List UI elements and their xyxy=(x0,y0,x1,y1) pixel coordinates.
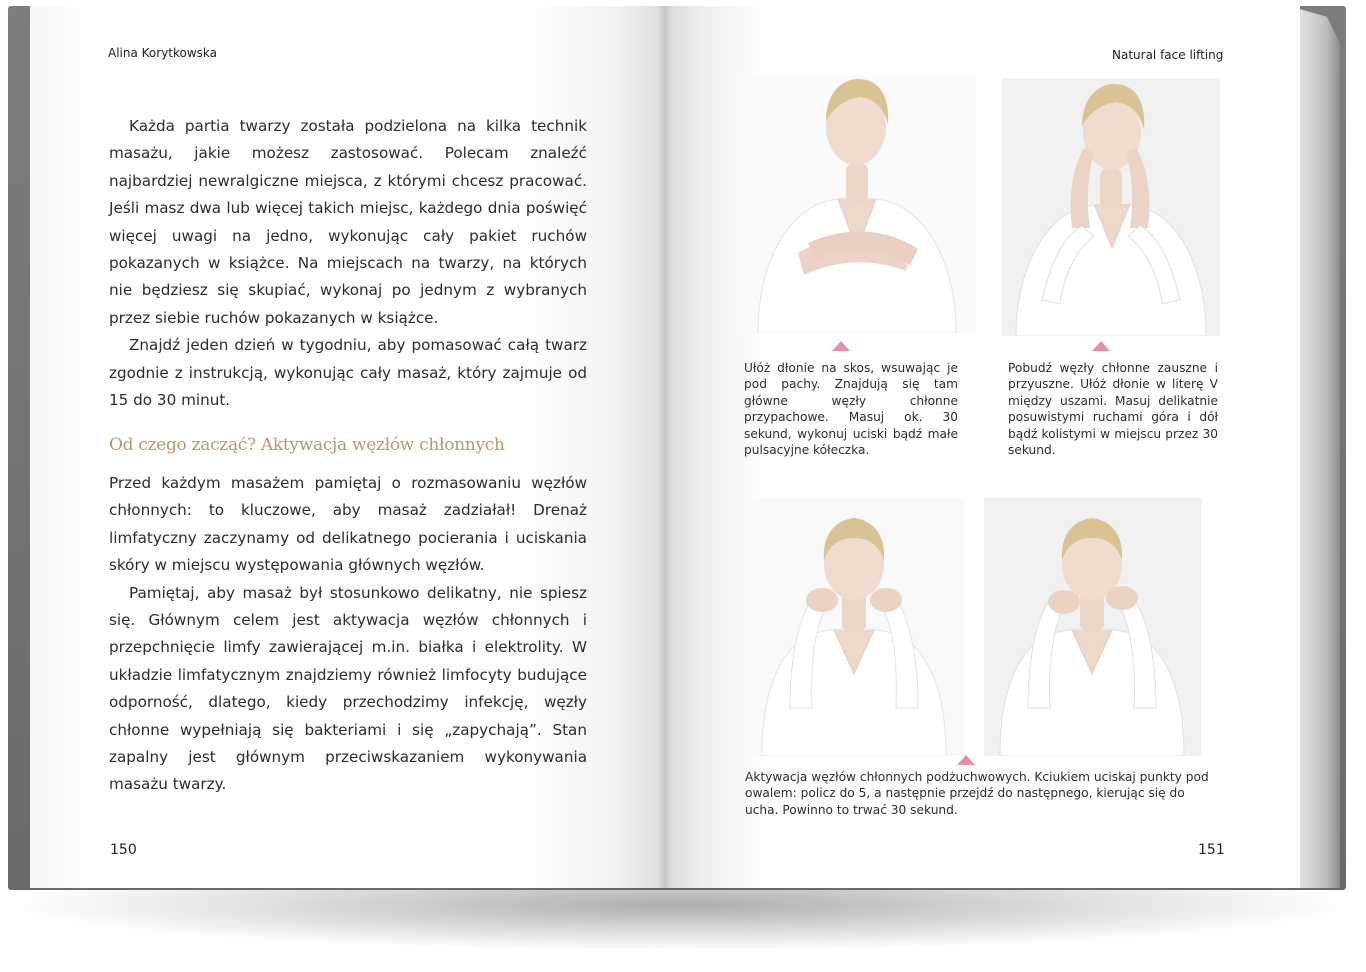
page-edges xyxy=(1296,8,1340,888)
page-number-right: 151 xyxy=(1198,842,1225,858)
pointer-triangle-icon xyxy=(957,755,975,765)
caption-jaw: Aktywacja węzłów chłonnych podżuchwowych. Kciukiem uciskaj punkty pod owalem: policz do 5, a następnie przejdź do następnego, kierując się do ucha. Powinno to trwać 30 sekund. xyxy=(745,770,1209,817)
photo-jaw-lymph-massage-2 xyxy=(984,498,1202,756)
caption-ears: Pobudź węzły chłonne zauszne i przyuszne. Ułóż dłonie w literę V między uszami. Masuj delikatnie posuwistymi ruchami góra i dół bądź kolistymi w miejscu przez 30 sekund. xyxy=(1008,361,1218,458)
woman-illustration xyxy=(984,498,1202,756)
paragraph: Przed każdym masażem pamiętaj o rozmasowaniu węzłów chłonnych: to kluczowe, aby masaż zadziałał! Drenaż limfatyczny zaczynamy od delikatnego pocierania i uciskania skóry w miejscu występowania głównych węzłów. xyxy=(109,474,587,575)
section-title: Od czego zacząć? Aktywacja węzłów chłonnych xyxy=(109,435,505,455)
body-text-top xyxy=(109,113,587,414)
paragraph: Pamiętaj, aby masaż był stosunkowo delikatny, nie spiesz się. Głównym celem jest aktywacja węzłów chłonnych i przepchnięcie limfy zawierającej m.in. białka i elektrolity. W układzie limfatycznym znajdziemy również limfocyty budujące odporność, dlatego, kiedy przechodzimy infekcję, węzły chłonne wypełniają się bakteriami i się „zapychają”. Stan zapalny jest głównym przeciwskazaniem wykonywania masażu twarzy. xyxy=(109,583,587,794)
photo-armpit-lymph-massage xyxy=(738,75,976,333)
photo-ear-lymph-massage xyxy=(1002,78,1220,336)
photo-jaw-lymph-massage-1 xyxy=(744,498,964,756)
pointer-triangle-icon xyxy=(1092,341,1110,351)
woman-illustration xyxy=(1002,78,1220,336)
caption-armpit: Ułóż dłonie na skos, wsuwając je pod pachy. Znajdują się tam główne węzły chłonne przypachowe. Masuj ok. 30 sekund, wykonuj uciski bądź małe pulsacyjne kółeczka. xyxy=(744,361,958,458)
woman-illustration xyxy=(744,498,964,756)
body-text-bottom xyxy=(109,470,587,799)
pointer-triangle-icon xyxy=(832,341,850,351)
running-head-left: Alina Korytkowska xyxy=(108,46,218,60)
paragraph: Każda partia twarzy została podzielona na kilka technik masażu, jakie możesz zastosować. Polecam znaleźć najbardziej newralgiczne miejsca, z którymi chcesz pracować. Jeśli masz dwa lub więcej takich miejsc, każdego dnia poświęć więcej uwagi na jedno, wykonując cały pakiet ruchów pokazanych w książce. Na miejscach na twarzy, na których nie będziesz się skupiać, wykonaj po jednym z wybranych przez siebie ruchów pokazanych w książce. xyxy=(109,117,587,327)
woman-illustration xyxy=(738,75,976,333)
running-head-right: Natural face lifting xyxy=(1112,48,1224,62)
page-number-left: 150 xyxy=(110,842,137,858)
book-gutter xyxy=(656,6,672,888)
paragraph: Znajdź jeden dzień w tygodniu, aby pomasować całą twarz zgodnie z instrukcją, wykonując cały masaż, który zajmuje od 15 do 30 minut. xyxy=(109,336,587,410)
